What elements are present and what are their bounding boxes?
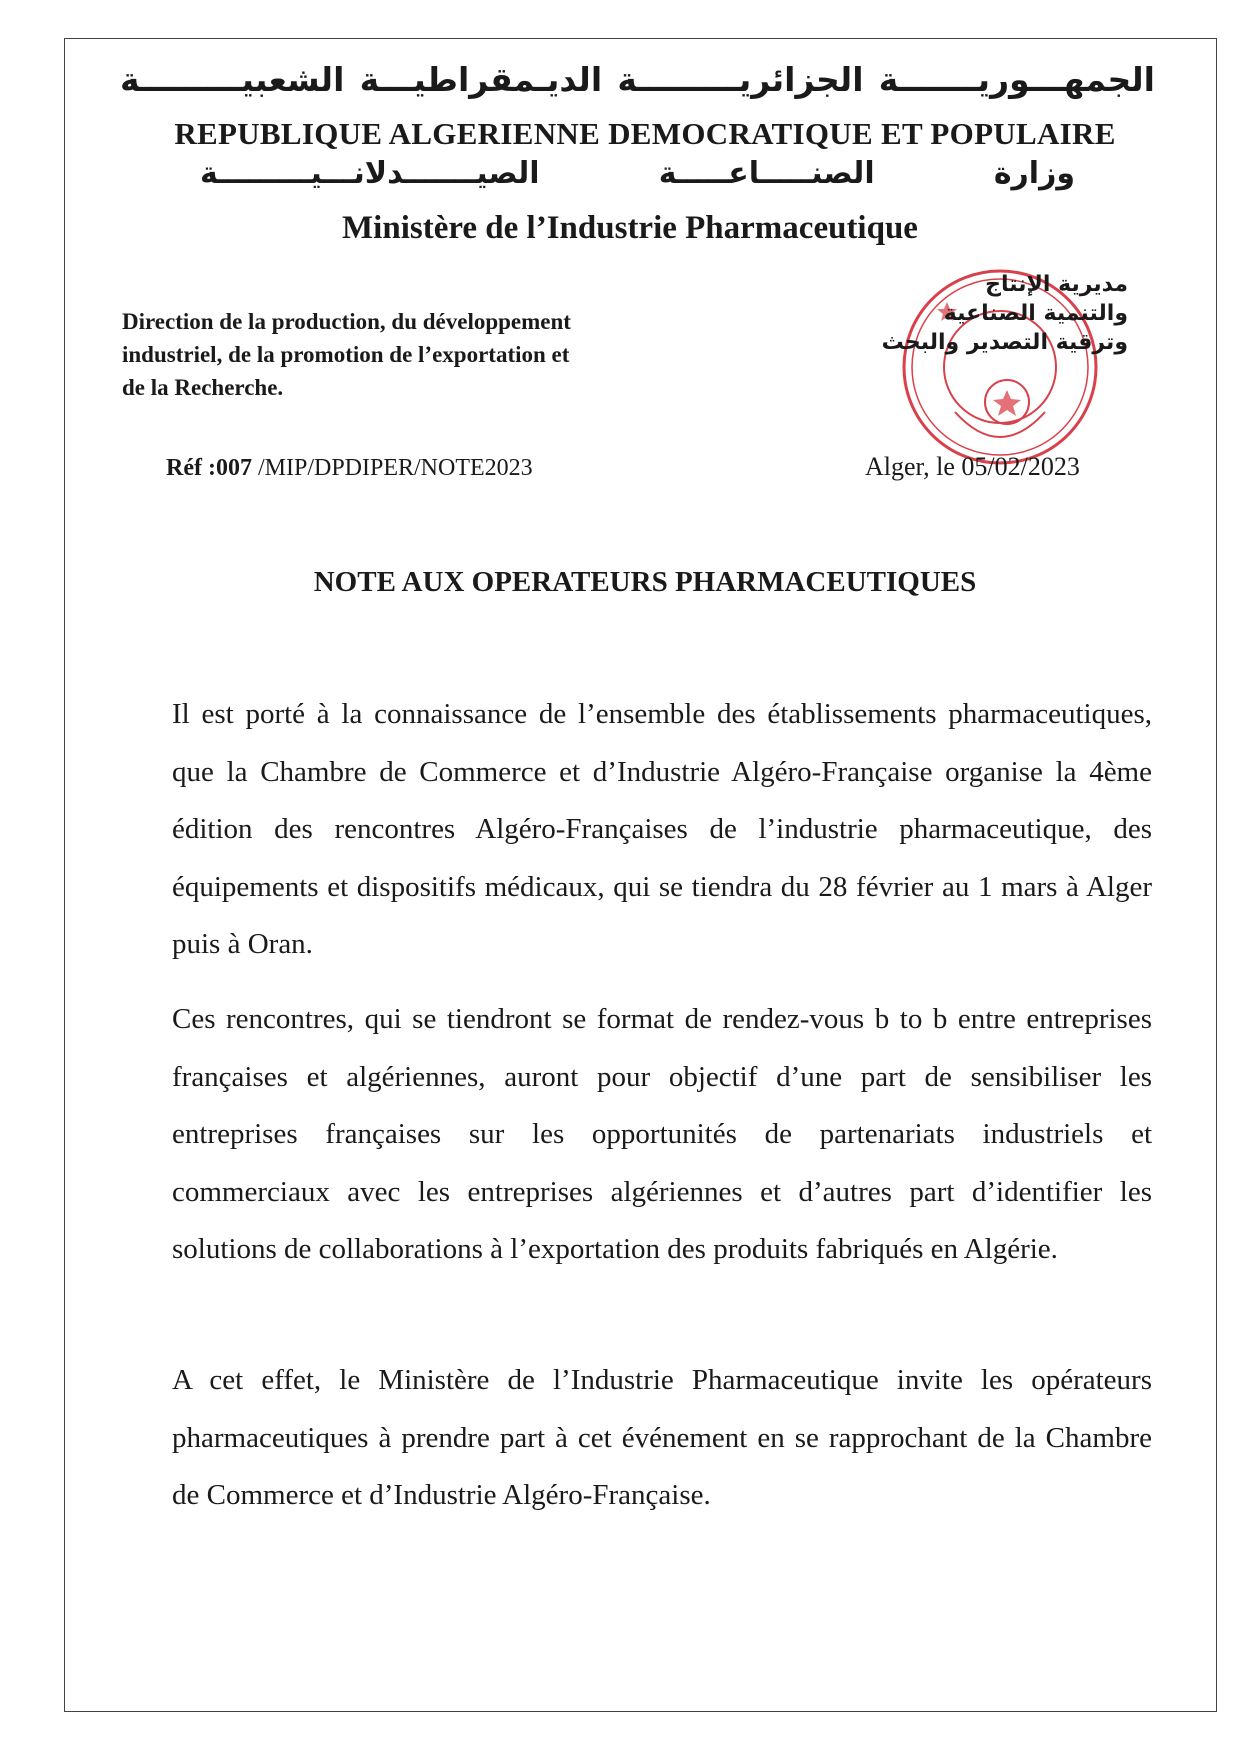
arabic-republic-heading: الجمهـــوريـــــــة الجزائريـــــــــة الديـمقراطيـــة الشعبيـــــــــة	[120, 60, 1155, 99]
paragraph-2: Ces rencontres, qui se tiendront se format de rendez-vous b to b entre entreprises françaises et algériennes, auront pour objectif d’une part de sensibiliser les entreprises françaises sur les opportunités de partenariats industriels et commerciaux avec les entreprises algériennes et d’autres part d’identifier les solutions de collaborations à l’exportation des produits fabriqués en Algérie.	[172, 1003, 1152, 1266]
stamp-text	[882, 270, 1128, 357]
note-title: NOTE AUX OPERATEURS PHARMACEUTIQUES	[313, 566, 977, 598]
paragraph-3: A cet effet, le Ministère de l’Industrie Pharmaceutique invite les opérateurs pharmaceutiques à prendre part à cet événement en se rapprochant de la Chambre de Commerce et d’Industrie Algéro-Française.	[172, 1364, 1152, 1512]
paragraph-1: Il est porté à la connaissance de l’ensemble des établissements pharmaceutiques, que la Chambre de Commerce et d’Industrie Algéro-Française organise la 4ème édition des rencontres Algéro-Françaises de l’industrie pharmaceutique, des équipements et dispositifs médicaux, qui se tiendra du 28 février au 1 mars à Alger puis à Oran.	[172, 698, 1152, 961]
arabic-ministry-heading: وزارة الصنـــــاعـــــة الصيـــــــدلانـــيـــــــــة	[200, 156, 1075, 191]
reference-value: /MIP/DPDIPER/NOTE2023	[251, 455, 533, 481]
reference-line	[166, 455, 533, 482]
place-date: Alger, le 05/02/2023	[865, 452, 1080, 481]
reference-label: Réf :007	[166, 455, 252, 481]
stamp-line: والتنمية الصناعية	[943, 301, 1128, 326]
ministry-heading: Ministère de l’Industrie Pharmaceutique	[342, 210, 918, 246]
stamp-line: وترقية التصدير والبحث	[881, 330, 1128, 355]
republic-heading: REPUBLIQUE ALGERIENNE DEMOCRATIQUE ET POPULAIRE	[174, 116, 1116, 151]
direction-block: Direction de la production, du développement industriel, de la promotion de l’exportation et de la Recherche.	[122, 309, 571, 400]
stamp-line: مديرية الإنتاج	[985, 272, 1128, 297]
